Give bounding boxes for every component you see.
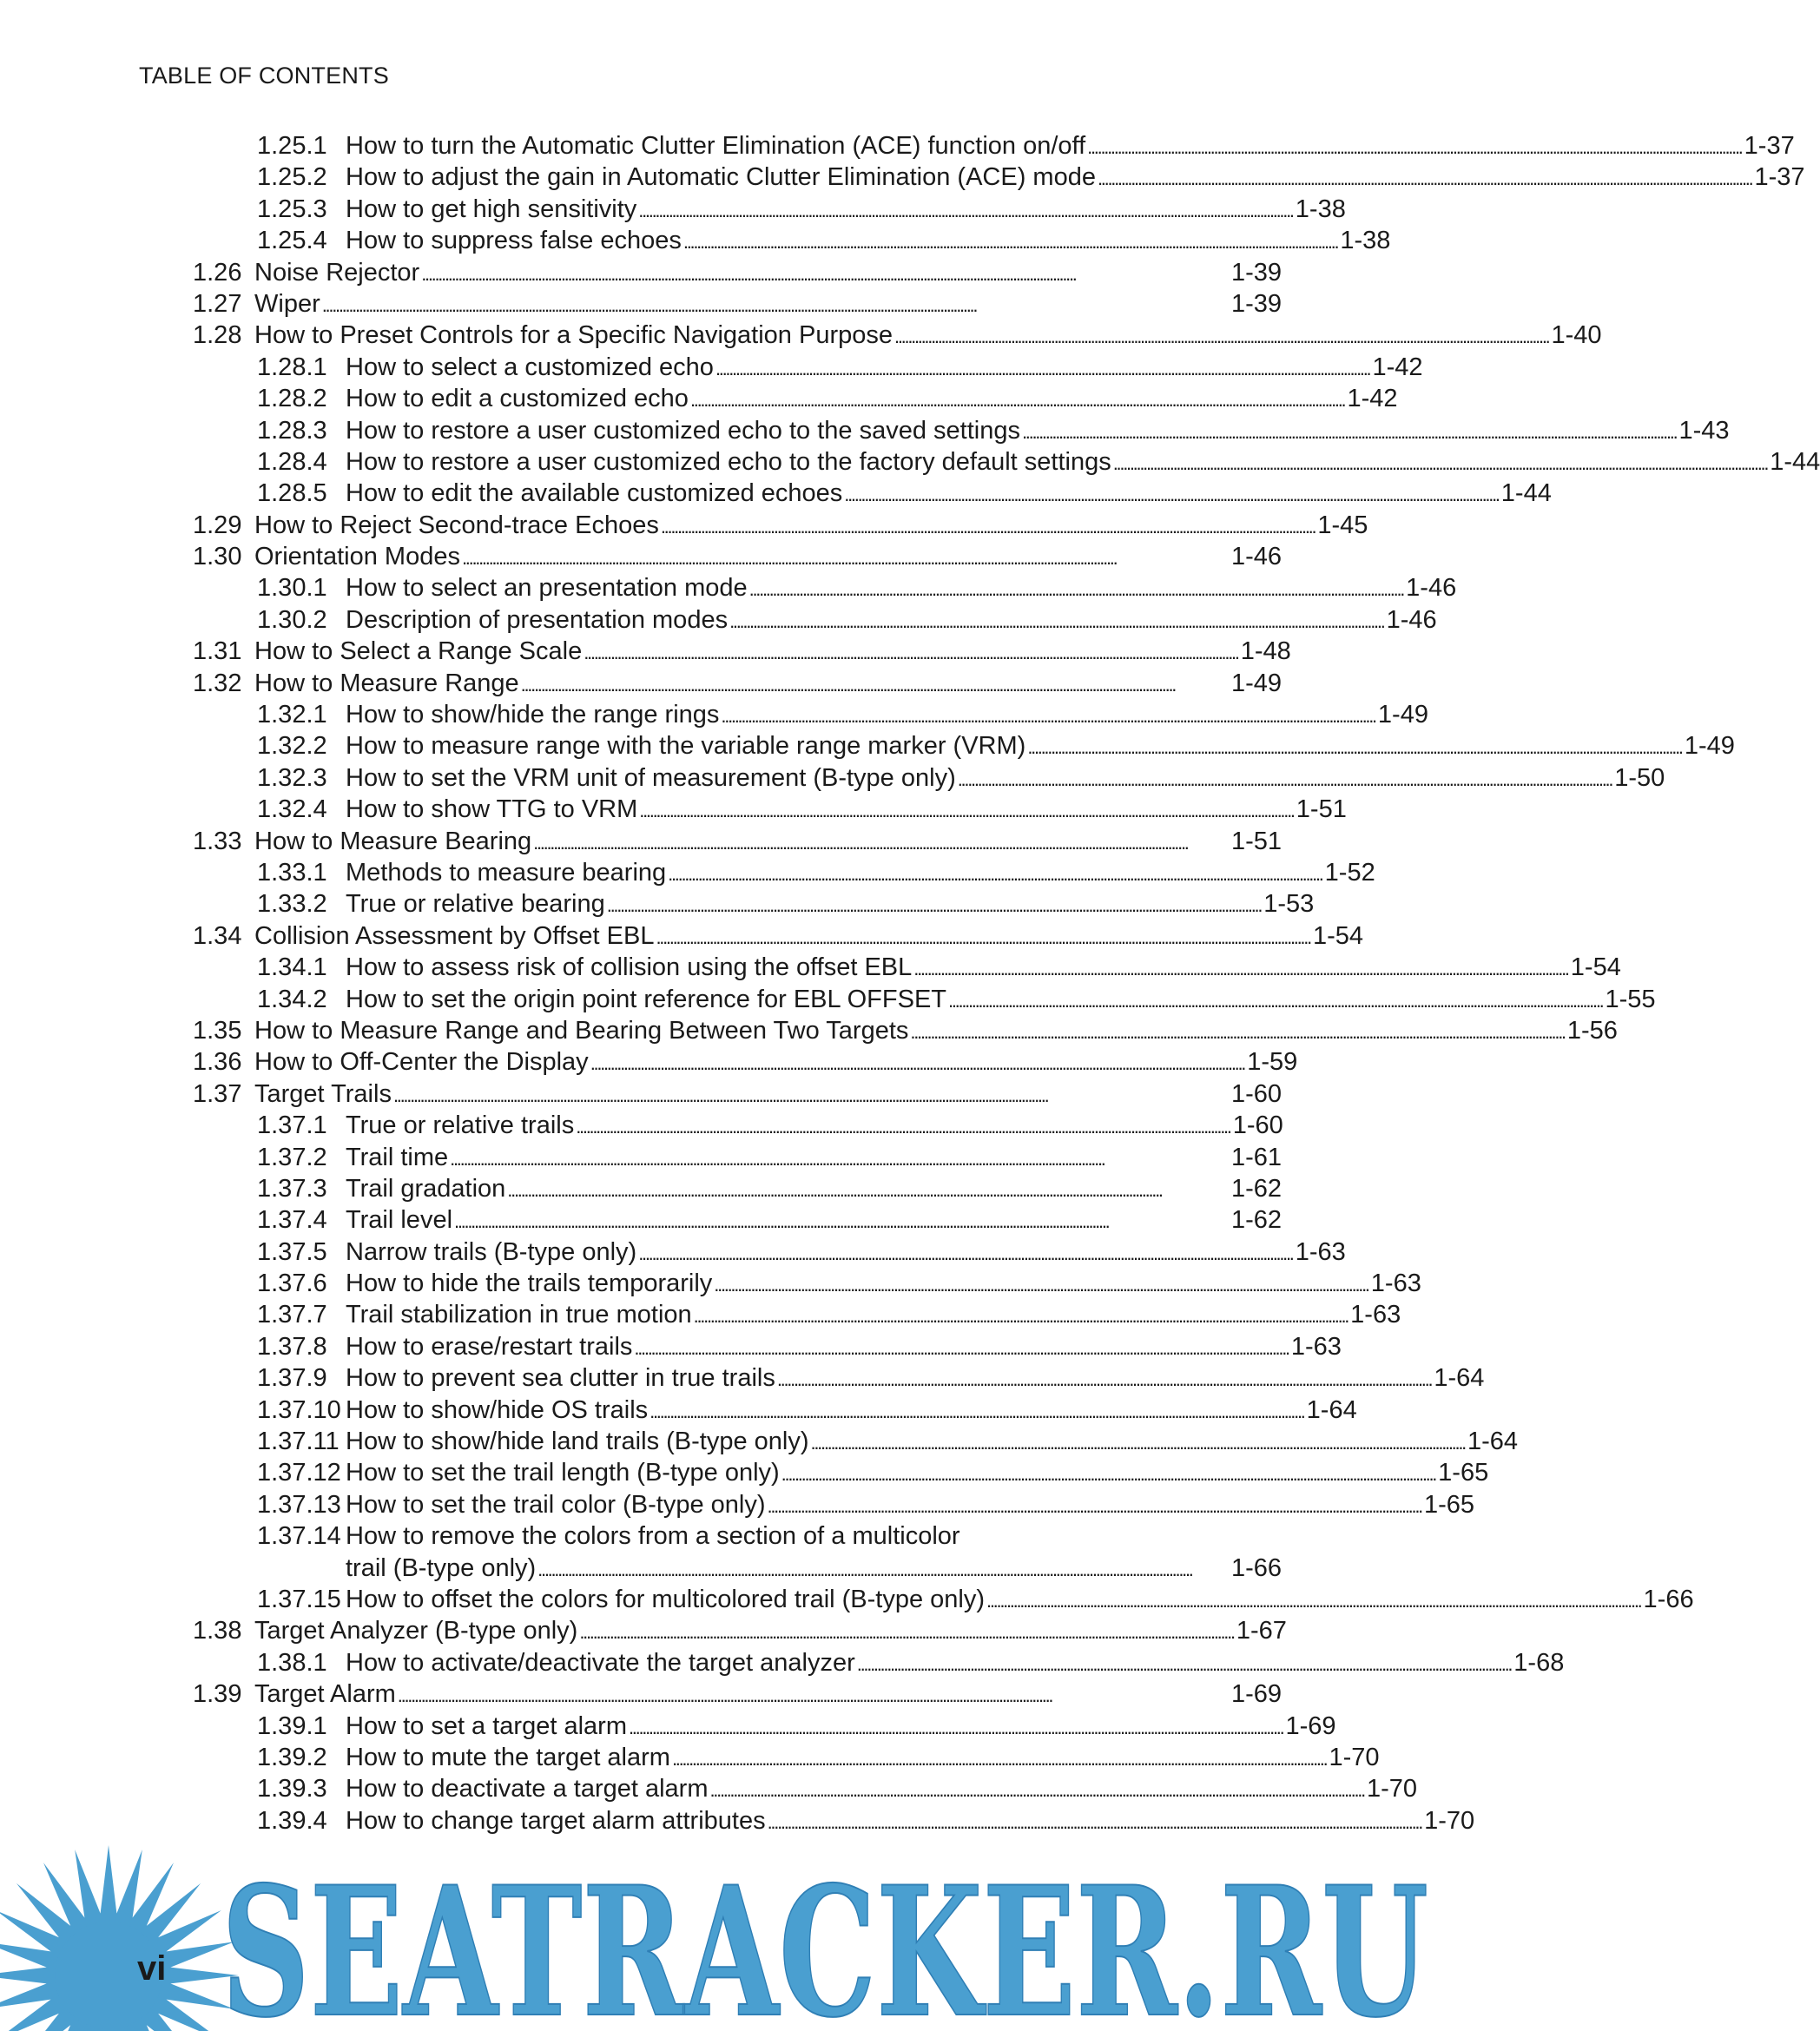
toc-entry-number: 1.35 xyxy=(193,1016,242,1045)
toc-entry[interactable] xyxy=(193,446,1820,478)
toc-entry-page: 1-64 xyxy=(1434,1364,1485,1393)
toc-entry[interactable] xyxy=(193,1520,1282,1552)
toc-entry-number: 1.33.2 xyxy=(257,890,327,919)
toc-entry-title: How to Measure Range and Bearing Between Two Targets xyxy=(254,1016,909,1045)
toc-entry[interactable] xyxy=(193,1773,1418,1804)
dot-leader xyxy=(1022,415,1675,448)
dot-leader xyxy=(844,478,1497,511)
toc-entry[interactable] xyxy=(193,1426,1519,1457)
toc-entry-page: 1-69 xyxy=(1230,1680,1282,1709)
toc-entry-title: True or relative bearing xyxy=(346,890,605,919)
dot-leader xyxy=(672,1742,1325,1775)
toc-entry-number: 1.34 xyxy=(193,921,242,950)
toc-entry-page: 1-60 xyxy=(1232,1111,1283,1140)
toc-entry-title: How to set the VRM unit of measurement (B-type only) xyxy=(346,763,956,792)
dot-leader xyxy=(729,604,1382,637)
toc-entry[interactable] xyxy=(193,730,1735,762)
toc-entry[interactable] xyxy=(193,952,1621,983)
toc-entry-page: 1-52 xyxy=(1324,858,1375,887)
watermark-text: SEATRACKER.RU xyxy=(221,1849,1428,2031)
toc-entry-page: 1-56 xyxy=(1566,1016,1618,1045)
toc-entry-page: 1-53 xyxy=(1263,890,1315,919)
toc-entry[interactable] xyxy=(193,1742,1380,1773)
toc-entry-title: How to remove the colors from a section of a multicolor xyxy=(346,1522,960,1551)
toc-entry[interactable] xyxy=(193,826,1282,857)
toc-entry-title: How to set a target alarm xyxy=(346,1711,627,1740)
toc-entry-number: 1.25.1 xyxy=(257,132,327,160)
toc-entry[interactable] xyxy=(193,857,1375,888)
toc-entry-title: Trail level xyxy=(346,1206,453,1235)
toc-entry-page: 1-54 xyxy=(1312,921,1363,950)
toc-entry-number: 1.28.4 xyxy=(257,447,327,476)
dot-leader xyxy=(781,1457,1434,1490)
toc-entry-number: 1.37.5 xyxy=(257,1237,327,1266)
toc-entry-number: 1.37.1 xyxy=(257,1111,327,1140)
dot-leader xyxy=(1027,730,1680,763)
dot-leader xyxy=(533,826,1227,859)
toc-entry-page: 1-51 xyxy=(1230,827,1282,855)
toc-entry[interactable] xyxy=(193,636,1291,667)
toc-entry[interactable] xyxy=(193,1078,1282,1110)
toc-entry-page: 1-39 xyxy=(1230,289,1282,318)
toc-entry-page: 1-46 xyxy=(1230,543,1282,571)
dot-leader xyxy=(913,952,1566,985)
toc-entry[interactable] xyxy=(193,1615,1287,1646)
toc-entry-title: How to suppress false echoes xyxy=(346,227,682,255)
toc-entry-number: 1.37.12 xyxy=(257,1459,341,1487)
dot-leader xyxy=(421,257,1227,290)
dot-leader xyxy=(393,1078,1227,1111)
toc-entry-title: How to turn the Automatic Clutter Elimination (ACE) function on/off xyxy=(346,132,1086,160)
toc-entry[interactable] xyxy=(193,130,1795,162)
toc-entry-number: 1.25.2 xyxy=(257,163,327,192)
toc-entry-page: 1-59 xyxy=(1247,1048,1298,1077)
toc-entry-page: 1-60 xyxy=(1230,1079,1282,1108)
dot-leader xyxy=(450,1142,1227,1175)
toc-entry-number: 1.33.1 xyxy=(257,858,327,887)
toc-entry-title: How to Reject Second-trace Echoes xyxy=(254,511,659,539)
toc-entry-title: How to get high sensitivity xyxy=(346,195,637,223)
toc-entry-title: How to set the trail color (B-type only) xyxy=(346,1490,766,1519)
toc-entry[interactable] xyxy=(193,1299,1401,1330)
toc-entry-page: 1-62 xyxy=(1230,1206,1282,1235)
toc-entry-title: How to measure range with the variable range marker (VRM) xyxy=(346,732,1026,761)
toc-entry-number: 1.25.3 xyxy=(257,195,327,223)
toc-entry-page: 1-70 xyxy=(1329,1743,1380,1771)
toc-entry[interactable] xyxy=(193,762,1665,794)
toc-entry-title: How to show/hide the range rings xyxy=(346,701,720,729)
toc-entry-number: 1.34.1 xyxy=(257,953,327,982)
toc-entry-title: How to restore a user customized echo to the factory default settings xyxy=(346,447,1111,476)
toc-entry-page: 1-64 xyxy=(1467,1428,1519,1456)
toc-entry-page: 1-70 xyxy=(1424,1806,1475,1835)
dot-leader xyxy=(1087,130,1740,163)
toc-entry-number: 1.27 xyxy=(193,289,242,318)
toc-entry-title: How to erase/restart trails xyxy=(346,1332,633,1361)
toc-entry-number: 1.37.14 xyxy=(257,1522,341,1551)
dot-leader xyxy=(690,383,1343,416)
toc-entry-number: 1.37.7 xyxy=(257,1301,327,1329)
toc-entry-page: 1-44 xyxy=(1500,479,1552,508)
toc-entry-page: 1-69 xyxy=(1285,1711,1336,1740)
toc-entry-number: 1.38.1 xyxy=(257,1648,327,1677)
toc-entry-page: 1-66 xyxy=(1643,1585,1694,1613)
toc-entry-page: 1-55 xyxy=(1605,985,1656,1013)
dot-leader xyxy=(709,1773,1362,1806)
toc-entry-number: 1.37 xyxy=(193,1079,242,1108)
toc-entry[interactable] xyxy=(193,415,1730,446)
toc-entry-number: 1.39.3 xyxy=(257,1775,327,1804)
toc-entry-title: How to select a customized echo xyxy=(346,353,714,381)
dot-leader xyxy=(986,1584,1639,1617)
toc-entry-number: 1.25.4 xyxy=(257,227,327,255)
toc-entry-title: Description of presentation modes xyxy=(346,605,729,634)
toc-entry-title: How to show/hide OS trails xyxy=(346,1395,649,1424)
toc-entry-number: 1.39.1 xyxy=(257,1711,327,1740)
dot-leader xyxy=(521,668,1227,701)
dot-leader xyxy=(584,636,1236,669)
watermark-logo xyxy=(0,1823,1436,2031)
toc-entry-title: How to set the origin point reference for EBL OFFSET xyxy=(346,985,947,1013)
toc-entry-page: 1-62 xyxy=(1230,1174,1282,1203)
toc-entry-number: 1.30 xyxy=(193,543,242,571)
toc-entry-title: Narrow trails (B-type only) xyxy=(346,1237,637,1266)
toc-entry-number: 1.28 xyxy=(193,321,242,350)
dot-leader xyxy=(857,1647,1510,1680)
toc-entry-title: How to Select a Range Scale xyxy=(254,637,583,666)
toc-entry-number: 1.28.5 xyxy=(257,479,327,508)
dot-leader xyxy=(576,1110,1229,1143)
toc-entry-page: 1-66 xyxy=(1230,1553,1282,1582)
toc-entry-title: Collision Assessment by Offset EBL xyxy=(254,921,655,950)
dot-leader xyxy=(811,1426,1464,1459)
toc-entry-page: 1-70 xyxy=(1366,1775,1418,1804)
toc-entry-page: 1-49 xyxy=(1230,669,1282,697)
toc-entry-number: 1.36 xyxy=(193,1048,242,1077)
toc-entry-number: 1.32.2 xyxy=(257,732,327,761)
dot-leader xyxy=(322,288,1227,321)
toc-entry-page: 1-39 xyxy=(1230,258,1282,287)
dot-leader xyxy=(749,572,1402,605)
toc-entry-page: 1-63 xyxy=(1295,1237,1346,1266)
toc-entry-number: 1.26 xyxy=(193,258,242,287)
dot-leader xyxy=(948,984,1601,1017)
toc-entry-title: True or relative trails xyxy=(346,1111,575,1140)
toc-entry-page: 1-50 xyxy=(1614,763,1665,792)
dot-leader xyxy=(634,1331,1287,1364)
dot-leader xyxy=(894,320,1547,353)
toc-entry-title: How to select an presentation mode xyxy=(346,574,748,603)
toc-entry[interactable] xyxy=(193,699,1428,730)
dot-leader xyxy=(661,510,1314,543)
toc-entry-number: 1.39 xyxy=(193,1680,242,1709)
toc-entry-number: 1.37.2 xyxy=(257,1143,327,1171)
toc-entry-page: 1-65 xyxy=(1438,1459,1489,1487)
toc-entry-page: 1-37 xyxy=(1754,163,1805,192)
toc-entry-title: How to show/hide land trails (B-type only) xyxy=(346,1428,809,1456)
toc-entry[interactable] xyxy=(193,1046,1298,1078)
dot-leader xyxy=(910,1015,1563,1048)
toc-entry-page: 1-49 xyxy=(1684,732,1735,761)
toc-entry-title: Noise Rejector xyxy=(254,258,420,287)
toc-entry-number: 1.39.2 xyxy=(257,1743,327,1771)
toc-entry-number: 1.34.2 xyxy=(257,985,327,1013)
toc-entry-page: 1-63 xyxy=(1350,1301,1401,1329)
toc-entry-number: 1.37.15 xyxy=(257,1585,341,1613)
toc-entry-title: How to Off-Center the Display xyxy=(254,1048,589,1077)
toc-entry-page: 1-46 xyxy=(1386,605,1437,634)
dot-leader xyxy=(668,857,1321,890)
toc-entry-page: 1-68 xyxy=(1513,1648,1565,1677)
toc-entry-number: 1.33 xyxy=(193,827,242,855)
toc-entry[interactable] xyxy=(193,920,1363,952)
toc-entry-title: How to offset the colors for multicolored trail (B-type only) xyxy=(346,1585,986,1613)
dot-leader xyxy=(454,1204,1227,1237)
toc-entry-title: Trail time xyxy=(346,1143,449,1171)
toc-entry[interactable] xyxy=(193,478,1552,509)
page-header: TABLE OF CONTENTS xyxy=(139,63,389,89)
dot-leader xyxy=(768,1489,1421,1522)
toc-entry[interactable] xyxy=(193,1173,1282,1204)
toc-entry[interactable] xyxy=(193,1395,1357,1426)
toc-entry[interactable] xyxy=(193,1331,1342,1362)
toc-entry[interactable] xyxy=(193,1142,1282,1173)
toc-entry[interactable] xyxy=(193,1204,1282,1236)
toc-entry-title: How to Measure Range xyxy=(254,669,519,697)
toc-entry[interactable] xyxy=(193,668,1282,699)
dot-leader xyxy=(777,1362,1430,1395)
dot-leader xyxy=(721,699,1374,732)
toc-entry[interactable] xyxy=(193,1362,1485,1394)
toc-entry-title: How to assess risk of collision using the offset EBL xyxy=(346,953,913,982)
toc-entry-number: 1.32.1 xyxy=(257,701,327,729)
dot-leader xyxy=(579,1615,1232,1648)
toc-entry-number: 1.28.2 xyxy=(257,385,327,413)
toc-entry[interactable] xyxy=(193,288,1282,320)
toc-entry[interactable] xyxy=(193,1711,1336,1742)
toc-entry-page: 1-67 xyxy=(1236,1617,1287,1645)
toc-entry-title: Target Trails xyxy=(254,1079,392,1108)
toc-entry-title: Orientation Modes xyxy=(254,543,460,571)
toc-entry-number: 1.37.13 xyxy=(257,1490,341,1519)
toc-entry-page: 1-61 xyxy=(1230,1143,1282,1171)
toc-entry[interactable] xyxy=(193,1268,1421,1299)
toc-entry-number: 1.37.10 xyxy=(257,1395,341,1424)
dot-leader xyxy=(537,1553,1227,1586)
dot-leader xyxy=(650,1395,1302,1428)
toc-entry-title: Trail gradation xyxy=(346,1174,506,1203)
toc-entry-number: 1.28.3 xyxy=(257,416,327,445)
toc-entry-page: 1-37 xyxy=(1744,132,1795,160)
toc-entry-title: How to show TTG to VRM xyxy=(346,795,638,824)
toc-entry-number: 1.32.4 xyxy=(257,795,327,824)
toc-entry-title: How to set the trail length (B-type only) xyxy=(346,1459,780,1487)
toc-entry-page: 1-54 xyxy=(1570,953,1621,982)
page-number: vi xyxy=(137,1949,167,1988)
toc-entry-page: 1-64 xyxy=(1306,1395,1357,1424)
toc-entry[interactable] xyxy=(193,510,1368,541)
sun-burst-icon xyxy=(0,1845,239,2031)
toc-entry[interactable] xyxy=(193,352,1423,383)
toc-entry[interactable] xyxy=(193,888,1315,920)
toc-entry-title: How to deactivate a target alarm xyxy=(346,1775,709,1804)
toc-entry-page: 1-63 xyxy=(1370,1269,1421,1298)
toc-entry-number: 1.37.3 xyxy=(257,1174,327,1203)
toc-entry-number: 1.30.1 xyxy=(257,574,327,603)
toc-entry[interactable] xyxy=(193,572,1457,603)
toc-entry-title: How to edit a customized echo xyxy=(346,385,689,413)
toc-entry[interactable] xyxy=(193,794,1347,825)
toc-entry-number: 1.37.9 xyxy=(257,1364,327,1393)
toc-entry[interactable] xyxy=(193,1236,1346,1268)
dot-leader xyxy=(607,888,1260,921)
table-of-contents xyxy=(193,130,1820,1836)
toc-entry-title: Methods to measure bearing xyxy=(346,858,667,887)
toc-entry-number: 1.29 xyxy=(193,511,242,539)
dot-leader xyxy=(694,1299,1347,1332)
dot-leader xyxy=(638,1236,1291,1269)
toc-entry-page: 1-42 xyxy=(1372,353,1423,381)
toc-entry[interactable] xyxy=(193,194,1346,225)
toc-entry-page: 1-42 xyxy=(1347,385,1398,413)
toc-entry[interactable] xyxy=(193,1678,1282,1710)
toc-entry-title: trail (B-type only) xyxy=(346,1553,537,1582)
toc-entry-title: How to restore a user customized echo to the saved settings xyxy=(346,416,1020,445)
toc-entry-page: 1-49 xyxy=(1377,701,1428,729)
dot-leader xyxy=(656,920,1309,953)
toc-entry-page: 1-48 xyxy=(1240,637,1291,666)
toc-entry[interactable] xyxy=(193,320,1602,351)
toc-entry-number: 1.39.4 xyxy=(257,1806,327,1835)
toc-entry-page: 1-63 xyxy=(1290,1332,1342,1361)
toc-entry-title: Wiper xyxy=(254,289,320,318)
toc-entry[interactable] xyxy=(193,383,1398,414)
toc-entry-page: 1-44 xyxy=(1770,447,1820,476)
dot-leader xyxy=(590,1046,1243,1079)
toc-entry-number: 1.28.1 xyxy=(257,353,327,381)
dot-leader xyxy=(638,194,1291,227)
dot-leader xyxy=(629,1711,1282,1744)
dot-leader xyxy=(715,352,1368,385)
toc-entry-title: How to change target alarm attributes xyxy=(346,1806,766,1835)
toc-entry-page: 1-46 xyxy=(1406,574,1457,603)
dot-leader xyxy=(507,1173,1227,1206)
toc-entry-number: 1.32 xyxy=(193,669,242,697)
toc-entry[interactable] xyxy=(193,984,1656,1015)
toc-entry-page: 1-38 xyxy=(1340,227,1391,255)
toc-entry[interactable] xyxy=(193,1553,1282,1584)
toc-entry-page: 1-40 xyxy=(1551,321,1602,350)
toc-entry[interactable] xyxy=(193,1584,1694,1615)
dot-leader xyxy=(462,541,1227,574)
toc-entry[interactable] xyxy=(193,225,1391,256)
toc-entry-page: 1-38 xyxy=(1295,195,1346,223)
toc-entry-title: How to activate/deactivate the target analyzer xyxy=(346,1648,855,1677)
toc-entry[interactable] xyxy=(193,162,1805,193)
toc-entry[interactable] xyxy=(193,1015,1618,1046)
toc-entry[interactable] xyxy=(193,604,1437,636)
dot-leader xyxy=(958,762,1611,795)
toc-entry[interactable] xyxy=(193,1110,1282,1141)
dot-leader xyxy=(1098,162,1751,195)
toc-entry[interactable] xyxy=(193,257,1282,288)
toc-entry-number: 1.37.4 xyxy=(257,1206,327,1235)
toc-entry-number: 1.37.8 xyxy=(257,1332,327,1361)
toc-entry[interactable] xyxy=(193,1457,1489,1488)
toc-entry-number: 1.37.11 xyxy=(257,1428,340,1456)
dot-leader xyxy=(1113,446,1766,479)
toc-entry-number: 1.37.6 xyxy=(257,1269,327,1298)
toc-entry-title: Target Analyzer (B-type only) xyxy=(254,1617,578,1645)
toc-entry-title: How to Preset Controls for a Specific Navigation Purpose xyxy=(254,321,894,350)
dot-leader xyxy=(714,1268,1367,1301)
toc-entry-title: Trail stabilization in true motion xyxy=(346,1301,692,1329)
toc-entry-title: How to hide the trails temporarily xyxy=(346,1269,713,1298)
toc-entry-page: 1-51 xyxy=(1296,795,1347,824)
toc-entry[interactable] xyxy=(193,1647,1565,1678)
toc-entry-title: How to adjust the gain in Automatic Clutter Elimination (ACE) mode xyxy=(346,163,1096,192)
toc-entry-title: How to edit the available customized echoes xyxy=(346,479,843,508)
toc-entry-title: How to prevent sea clutter in true trails xyxy=(346,1364,775,1393)
toc-entry-page: 1-45 xyxy=(1317,511,1368,539)
toc-entry-page: 1-43 xyxy=(1678,416,1730,445)
toc-entry-number: 1.32.3 xyxy=(257,763,327,792)
dot-leader xyxy=(639,794,1292,827)
dot-leader xyxy=(683,225,1336,258)
toc-entry[interactable] xyxy=(193,1489,1475,1520)
toc-entry-title: How to Measure Bearing xyxy=(254,827,532,855)
toc-entry-page: 1-65 xyxy=(1424,1490,1475,1519)
toc-entry[interactable] xyxy=(193,541,1282,572)
toc-entry-number: 1.38 xyxy=(193,1617,242,1645)
dot-leader xyxy=(398,1678,1227,1711)
toc-entry-number: 1.30.2 xyxy=(257,605,327,634)
toc-entry-number: 1.31 xyxy=(193,637,242,666)
toc-entry-title: How to mute the target alarm xyxy=(346,1743,670,1771)
toc-entry-title: Target Alarm xyxy=(254,1680,396,1709)
